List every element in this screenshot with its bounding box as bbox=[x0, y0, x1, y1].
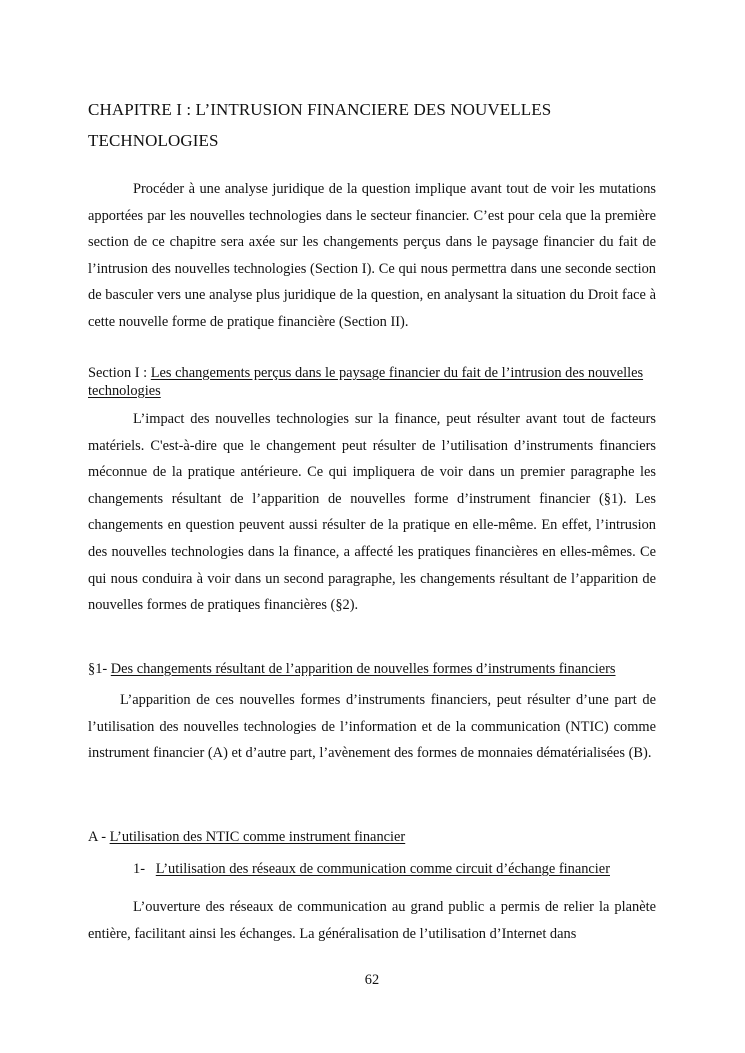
paragraph-1-text: L’apparition de ces nouvelles formes d’instruments financiers, peut résulter d’une part de l’utilisation des nouvelles technologies de l’information et de la communication (NTIC) comme instrument financier (A) et d’autre part, l’avènement des formes de monnaies dématérialisées (B). bbox=[88, 692, 656, 762]
subsection-a1-heading bbox=[133, 860, 610, 878]
section-1-prefix: Section I : bbox=[88, 365, 151, 381]
subsection-a1-body bbox=[88, 894, 656, 947]
subsection-a bbox=[88, 828, 656, 846]
chapter-title: CHAPITRE I : L’INTRUSION FINANCIERE DES NOUVELLES TECHNOLOGIES bbox=[88, 100, 552, 150]
paragraph-1 bbox=[88, 660, 656, 767]
paragraph-1-prefix: §1- bbox=[88, 661, 111, 677]
section-1-title: Les changements perçus dans le paysage financier du fait de l’intrusion des nouvelles technologies bbox=[88, 365, 644, 399]
section-1 bbox=[88, 364, 656, 619]
intro-section bbox=[88, 176, 656, 336]
paragraph-1-title: Des changements résultant de l’apparition de nouvelles formes d’instruments financiers bbox=[110, 661, 616, 677]
subsection-a-prefix: A - bbox=[88, 829, 110, 845]
page-number: 62 bbox=[364, 972, 380, 988]
subsection-a1-title: L’utilisation des réseaux de communication comme circuit d’échange financier bbox=[155, 861, 610, 877]
section-1-heading bbox=[88, 364, 656, 400]
subsection-a1-paragraph: L’ouverture des réseaux de communication au grand public a permis de relier la planète entière, facilitant ainsi les échanges. La généralisation de l’utilisation d’Internet dans bbox=[88, 899, 656, 942]
paragraph-1-heading bbox=[88, 660, 656, 678]
subsection-a1-prefix: 1- bbox=[133, 861, 156, 877]
subsection-a-title: L’utilisation des NTIC comme instrument financier bbox=[109, 829, 406, 845]
intro-paragraph: Procéder à une analyse juridique de la question implique avant tout de voir les mutations apportées par les nouvelles technologies dans le secteur financier. C’est pour cela que la première section de ce chapitre sera axée sur les changements perçus dans le paysage financier du fait de l’intrusion des nouvelles technologies (Section I). Ce qui nous permettra dans une seconde section de basculer vers une analyse plus juridique de la question, en analysant la situation du Droit face à cette nouvelle forme de pratique financière (Section II). bbox=[88, 181, 656, 330]
section-1-paragraph: L’impact des nouvelles technologies sur la finance, peut résulter avant tout de facteurs matériels. C'est-à-dire que le changement peut résulter de l’utilisation d’instruments financiers méconnue de la pratique antérieure. Ce qui impliquera de voir dans un premier paragraphe les changements résultant de l’apparition de nouvelles forme d’instrument financier (§1). Les changements en question peuvent aussi résulter de la pratique en elle-même. En effet, l’intrusion des nouvelles technologies dans la finance, a affecté les pratiques financières en elles-mêmes. Ce qui nous conduira à voir dans un second paragraphe, les changements résultant de l’apparition de nouvelles formes de pratiques financières (§2). bbox=[88, 411, 656, 614]
subsection-a-heading bbox=[88, 828, 656, 846]
